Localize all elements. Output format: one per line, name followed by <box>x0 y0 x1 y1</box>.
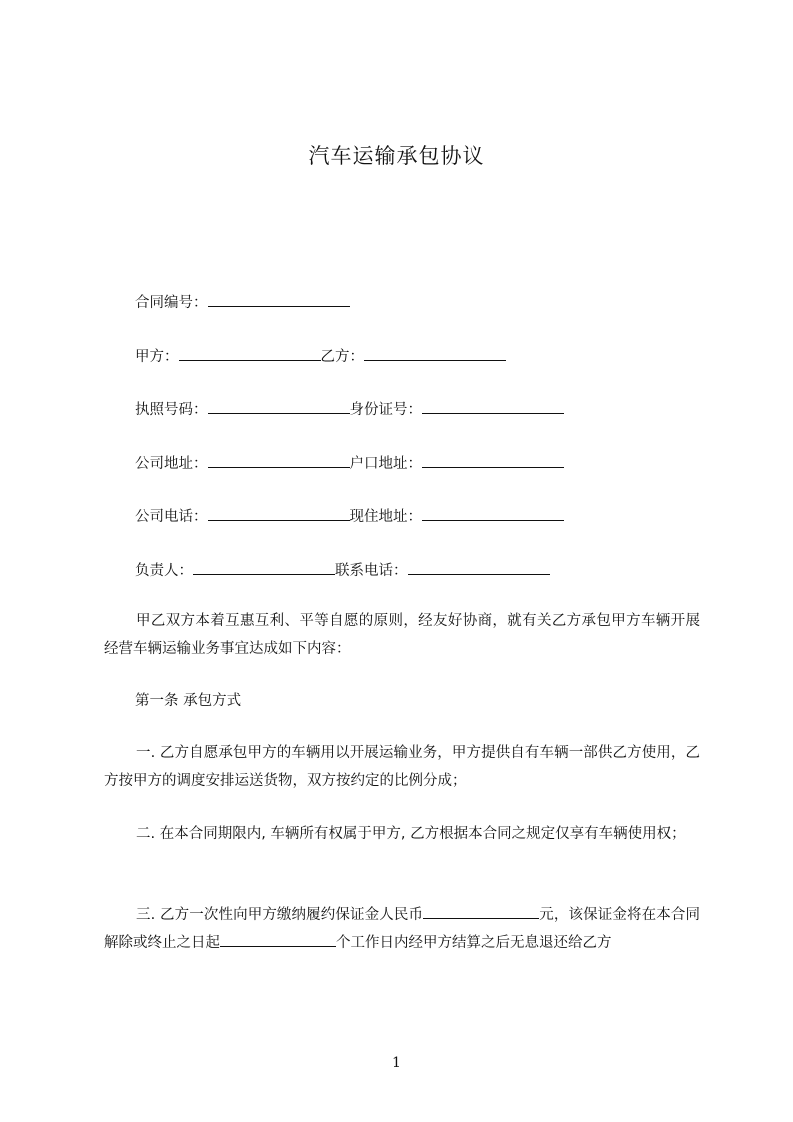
current-address-blank[interactable] <box>422 506 564 521</box>
company-phone-blank[interactable] <box>208 506 350 521</box>
address-line <box>135 453 564 474</box>
license-number-blank[interactable] <box>208 399 350 414</box>
company-phone-label: 公司电话： <box>135 509 208 525</box>
party-b-label: 乙方： <box>320 349 364 365</box>
license-number-label: 执照号码： <box>135 402 208 418</box>
household-address-blank[interactable] <box>422 453 564 468</box>
deposit-amount-blank[interactable] <box>423 904 539 919</box>
company-address-label: 公司地址： <box>135 456 208 472</box>
phone-address-line <box>135 506 564 527</box>
contact-phone-label: 联系电话： <box>335 563 408 579</box>
contract-number-line <box>135 292 350 313</box>
person-in-charge-label: 负责人： <box>135 563 193 579</box>
item-3-text-part-2: 元，该保证金将在本合同解除或终止之日起 <box>104 907 700 951</box>
item-3-text-part-3: 个工作日内经甲方结算之后无息退还给乙方 <box>336 935 612 951</box>
contact-phone-blank[interactable] <box>408 560 550 575</box>
household-address-label: 户口地址： <box>349 456 422 472</box>
article-1-heading: 第一条 承包方式 <box>135 693 242 709</box>
license-id-line <box>135 399 564 420</box>
current-address-label: 现住地址： <box>349 509 422 525</box>
article-1-item-2: 二. 在本合同期限内, 车辆所有权属于甲方, 乙方根据本合同之规定仅享有车辆使用权； <box>136 826 686 842</box>
person-in-charge-blank[interactable] <box>193 560 335 575</box>
contract-number-label: 合同编号： <box>135 295 208 311</box>
item-3-text-part-1: 三. 乙方一次性向甲方缴纳履约保证金人民币 <box>136 907 424 923</box>
party-a-label: 甲方： <box>135 349 179 365</box>
id-number-label: 身份证号： <box>349 402 422 418</box>
document-title: 汽车运输承包协议 <box>308 144 485 168</box>
contract-number-blank[interactable] <box>208 292 350 307</box>
article-1-item-3 <box>104 901 700 957</box>
intro-paragraph: 甲乙双方本着互惠互利、平等自愿的原则，经友好协商，就有关乙方承包甲方车辆开展经营车辆运输业务事宜达成如下内容： <box>104 613 700 657</box>
contact-line <box>135 560 550 581</box>
party-b-blank[interactable] <box>364 346 506 361</box>
refund-days-blank[interactable] <box>220 932 336 947</box>
parties-line <box>135 346 506 367</box>
party-a-blank[interactable] <box>179 346 321 361</box>
article-1-item-1: 一. 乙方自愿承包甲方的车辆用以开展运输业务，甲方提供自有车辆一部供乙方使用，乙方按甲方的调度安排运送货物，双方按约定的比例分成； <box>104 745 700 789</box>
id-number-blank[interactable] <box>422 399 564 414</box>
page-number: 1 <box>392 1055 401 1071</box>
company-address-blank[interactable] <box>208 453 350 468</box>
